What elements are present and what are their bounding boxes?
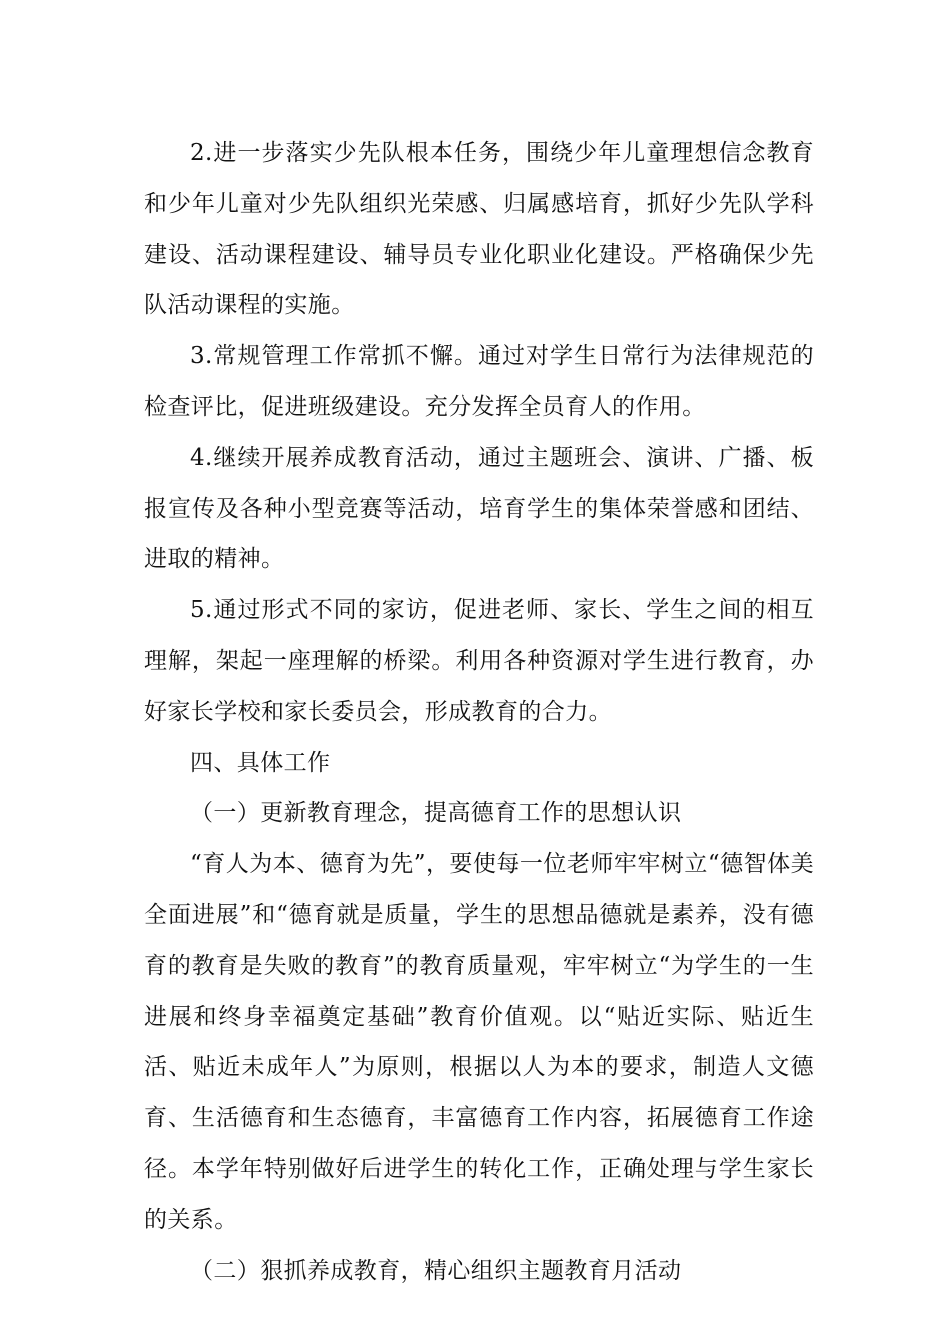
paragraph-item-5: 5.通过形式不同的家访，促进老师、家长、学生之间的相互理解，架起一座理解的桥梁。利用各种资源对学生进行教育，办好家长学校和家长委员会，形成教育的合力。 [144,597,814,725]
paragraph-item-3: 3.常规管理工作常抓不懈。通过对学生日常行为法律规范的检查评比，促进班级建设。充分发挥全员育人的作用。 [144,343,814,420]
paragraph-education-philosophy: “育人为本、德育为先”，要使每一位老师牢牢树立“德智体美全面进展”和“德育就是质量，学生的思想品德就是素养，没有德育的教育是失败的教育”的教育质量观，牢牢树立“为学生的一生进展和终身幸福奠定基础”教育价值观。以“贴近实际、贴近生活、贴近未成年人”为原则，根据以人为本的要求，制造人文德育、生活德育和生态德育，丰富德育工作内容，拓展德育工作途径。本学年特别做好后进学生的转化工作，正确处理与学生家长的关系。 [144,851,814,1233]
subheading-1: （一）更新教育理念，提高德育工作的思想认识 [190,800,682,827]
document-body [144,128,814,1296]
paragraph-item-2: 2.进一步落实少先队根本任务，围绕少年儿童理想信念教育和少年儿童对少先队组织光荣感、归属感培育，抓好少先队学科建设、活动课程建设、辅导员专业化职业化建设。严格确保少先队活动课程的实施。 [144,140,814,319]
section-heading: 四、具体工作 [190,749,331,776]
subheading-2: （二）狠抓养成教育，精心组织主题教育月活动 [190,1257,682,1284]
paragraph-item-4: 4.继续开展养成教育活动，通过主题班会、演讲、广播、板报宣传及各种小型竞赛等活动，培育学生的集体荣誉感和团结、进取的精神。 [144,444,814,573]
